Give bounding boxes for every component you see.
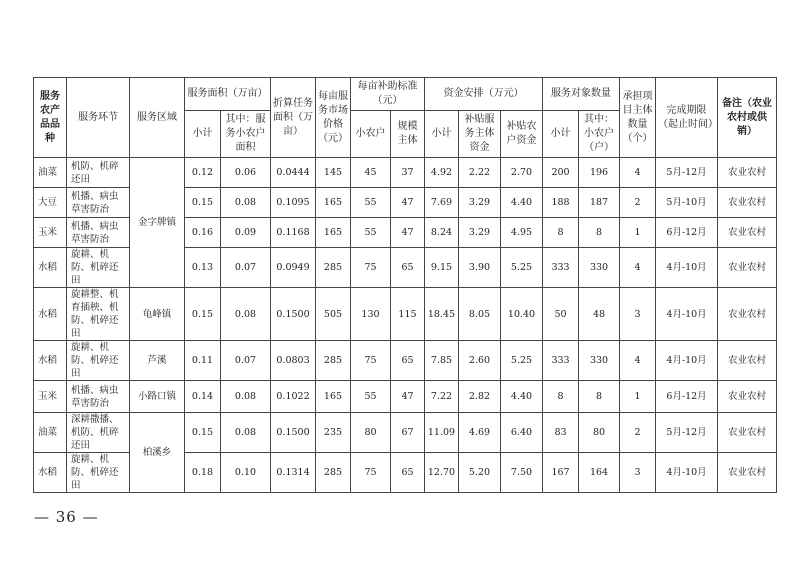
cell-area: 0.18 [185,453,221,493]
cell-price: 285 [316,453,351,493]
cell-area: 0.11 [185,341,221,381]
cell-period: 4月-10月 [656,248,718,288]
cell-entities: 4 [620,158,656,188]
cell-fund-farmer: 7.50 [501,453,543,493]
cell-area: 0.16 [185,218,221,248]
cell-obj-small: 330 [579,341,620,381]
cell-price: 235 [316,413,351,453]
cell-stage: 机防、机碎还田 [67,158,130,188]
cell-sub-large: 67 [391,413,425,453]
cell-crop: 水稻 [34,248,67,288]
cell-obj-total: 188 [543,188,579,218]
table-row [34,341,777,381]
cell-fund-farmer: 2.70 [501,158,543,188]
cell-fund-total: 9.15 [425,248,459,288]
cell-area: 0.15 [185,413,221,453]
cell-obj-total: 167 [543,453,579,493]
cell-note: 农业农村 [718,413,777,453]
cell-small-area: 0.08 [221,381,271,413]
cell-obj-small: 8 [579,218,620,248]
cell-stage: 机播、病虫草害防治 [67,218,130,248]
header-obj-small: 其中：小农户（户） [579,111,620,158]
cell-crop: 油菜 [34,158,67,188]
header-note: 备注（农业农村或供销） [718,78,777,158]
cell-sub-small: 80 [351,413,391,453]
cell-sub-small: 45 [351,158,391,188]
cell-fund-service: 3.90 [459,248,501,288]
header-fund-farmer: 补贴农户资金 [501,111,543,158]
cell-sub-small: 55 [351,218,391,248]
cell-sub-large: 47 [391,188,425,218]
cell-stage: 机播、病虫草害防治 [67,188,130,218]
cell-note: 农业农村 [718,158,777,188]
cell-fund-total: 7.85 [425,341,459,381]
cell-crop: 油菜 [34,413,67,453]
header-converted: 折算任务面积（万亩） [271,78,316,158]
cell-sub-large: 65 [391,341,425,381]
cell-obj-small: 187 [579,188,620,218]
header-area-group: 服务面积（万亩） [185,78,271,111]
cell-converted: 0.1500 [271,413,316,453]
cell-sub-small: 130 [351,288,391,341]
cell-converted: 0.1168 [271,218,316,248]
table-row [34,288,777,341]
header-obj-group: 服务对象数量 [543,78,620,111]
cell-small-area: 0.07 [221,341,271,381]
cell-period: 5月-12月 [656,413,718,453]
cell-period: 6月-12月 [656,381,718,413]
cell-converted: 0.0949 [271,248,316,288]
cell-obj-total: 83 [543,413,579,453]
cell-sub-small: 55 [351,188,391,218]
cell-note: 农业农村 [718,288,777,341]
cell-obj-small: 80 [579,413,620,453]
cell-period: 5月-10月 [656,188,718,218]
cell-sub-small: 75 [351,453,391,493]
cell-stage: 旋耕、机防、机碎还田 [67,341,130,381]
cell-small-area: 0.08 [221,288,271,341]
cell-small-area: 0.09 [221,218,271,248]
cell-note: 农业农村 [718,188,777,218]
cell-obj-small: 330 [579,248,620,288]
cell-converted: 0.0444 [271,158,316,188]
cell-entities: 1 [620,381,656,413]
table-row [34,158,777,188]
cell-entities: 3 [620,288,656,341]
cell-entities: 2 [620,188,656,218]
cell-converted: 0.1022 [271,381,316,413]
cell-fund-total: 18.45 [425,288,459,341]
cell-obj-total: 333 [543,341,579,381]
cell-sub-large: 65 [391,453,425,493]
cell-fund-total: 7.69 [425,188,459,218]
cell-fund-farmer: 4.40 [501,381,543,413]
header-fund-total: 小计 [425,111,459,158]
cell-sub-large: 47 [391,218,425,248]
cell-stage: 机播、病虫草害防治 [67,381,130,413]
header-crop: 服务农产品品种 [34,78,67,158]
cell-crop: 水稻 [34,288,67,341]
cell-fund-farmer: 4.40 [501,188,543,218]
cell-crop: 水稻 [34,341,67,381]
header-stage: 服务环节 [67,78,130,158]
cell-entities: 4 [620,248,656,288]
cell-crop: 大豆 [34,188,67,218]
header-obj-total: 小计 [543,111,579,158]
cell-price: 165 [316,218,351,248]
cell-fund-service: 8.05 [459,288,501,341]
cell-crop: 玉米 [34,218,67,248]
cell-sub-large: 47 [391,381,425,413]
cell-period: 4月-10月 [656,341,718,381]
cell-period: 6月-12月 [656,218,718,248]
cell-fund-service: 3.29 [459,188,501,218]
cell-fund-service: 2.82 [459,381,501,413]
cell-period: 4月-10月 [656,288,718,341]
cell-area: 0.15 [185,288,221,341]
cell-small-area: 0.08 [221,413,271,453]
cell-converted: 0.1500 [271,288,316,341]
cell-fund-service: 3.29 [459,218,501,248]
header-subsidy-large: 规模主体 [391,111,425,158]
cell-entities: 3 [620,453,656,493]
cell-area: 0.13 [185,248,221,288]
cell-note: 农业农村 [718,248,777,288]
cell-crop: 水稻 [34,453,67,493]
cell-fund-total: 4.92 [425,158,459,188]
cell-fund-farmer: 5.25 [501,248,543,288]
cell-price: 145 [316,158,351,188]
cell-fund-total: 8.24 [425,218,459,248]
cell-obj-total: 50 [543,288,579,341]
cell-fund-farmer: 10.40 [501,288,543,341]
cell-fund-farmer: 4.95 [501,218,543,248]
cell-fund-total: 11.09 [425,413,459,453]
cell-price: 285 [316,341,351,381]
cell-note: 农业农村 [718,341,777,381]
cell-obj-total: 8 [543,381,579,413]
cell-fund-total: 7.22 [425,381,459,413]
cell-region: 金字牌镇 [130,158,185,288]
cell-note: 农业农村 [718,381,777,413]
subsidy-table [33,77,777,493]
cell-note: 农业农村 [718,218,777,248]
cell-converted: 0.0803 [271,341,316,381]
header-subsidy-small: 小农户 [351,111,391,158]
cell-sub-large: 37 [391,158,425,188]
cell-sub-small: 55 [351,381,391,413]
header-area-total: 小计 [185,111,221,158]
cell-note: 农业农村 [718,453,777,493]
cell-obj-small: 164 [579,453,620,493]
header-entities: 承担项目主体数量（个） [620,78,656,158]
cell-area: 0.12 [185,158,221,188]
cell-small-area: 0.06 [221,158,271,188]
cell-obj-total: 8 [543,218,579,248]
header-period: 完成期限（起止时间） [656,78,718,158]
cell-fund-service: 4.69 [459,413,501,453]
header-price: 每亩服务市场价格（元） [316,78,351,158]
cell-area: 0.15 [185,188,221,218]
cell-sub-large: 115 [391,288,425,341]
cell-sub-large: 65 [391,248,425,288]
cell-fund-service: 2.60 [459,341,501,381]
cell-region: 柏溪乡 [130,413,185,493]
cell-stage: 旋耕整、机育插秧、机防、机碎还田 [67,288,130,341]
cell-converted: 0.1095 [271,188,316,218]
cell-period: 4月-10月 [656,453,718,493]
cell-entities: 1 [620,218,656,248]
header-subsidy-group: 每亩补助标准（元） [351,78,425,111]
cell-fund-total: 12.70 [425,453,459,493]
cell-stage: 旋耕、机防、机碎还田 [67,248,130,288]
cell-obj-small: 8 [579,381,620,413]
cell-stage: 深耕撒播、机防、机碎还田 [67,413,130,453]
cell-obj-total: 333 [543,248,579,288]
cell-area: 0.14 [185,381,221,413]
cell-region: 小路口镇 [130,381,185,413]
cell-stage: 旋耕、机防、机碎还田 [67,453,130,493]
cell-entities: 2 [620,413,656,453]
cell-small-area: 0.10 [221,453,271,493]
cell-crop: 玉米 [34,381,67,413]
page-number: — 36 — [34,508,99,526]
cell-obj-small: 196 [579,158,620,188]
cell-obj-total: 200 [543,158,579,188]
header-fund-service: 补贴服务主体资金 [459,111,501,158]
cell-price: 285 [316,248,351,288]
cell-region: 龟峰镇 [130,288,185,341]
cell-region: 芦溪 [130,341,185,381]
cell-obj-small: 48 [579,288,620,341]
cell-sub-small: 75 [351,341,391,381]
cell-fund-service: 2.22 [459,158,501,188]
cell-price: 505 [316,288,351,341]
cell-converted: 0.1314 [271,453,316,493]
cell-small-area: 0.08 [221,188,271,218]
cell-fund-farmer: 6.40 [501,413,543,453]
cell-price: 165 [316,188,351,218]
cell-small-area: 0.07 [221,248,271,288]
cell-sub-small: 75 [351,248,391,288]
cell-fund-farmer: 5.25 [501,341,543,381]
cell-price: 165 [316,381,351,413]
cell-fund-service: 5.20 [459,453,501,493]
table-row [34,381,777,413]
cell-entities: 4 [620,341,656,381]
header-fund-group: 资金安排（万元） [425,78,543,111]
table-row [34,413,777,453]
header-area-small: 其中：服务小农户面积 [221,111,271,158]
header-region: 服务区域 [130,78,185,158]
cell-period: 5月-12月 [656,158,718,188]
